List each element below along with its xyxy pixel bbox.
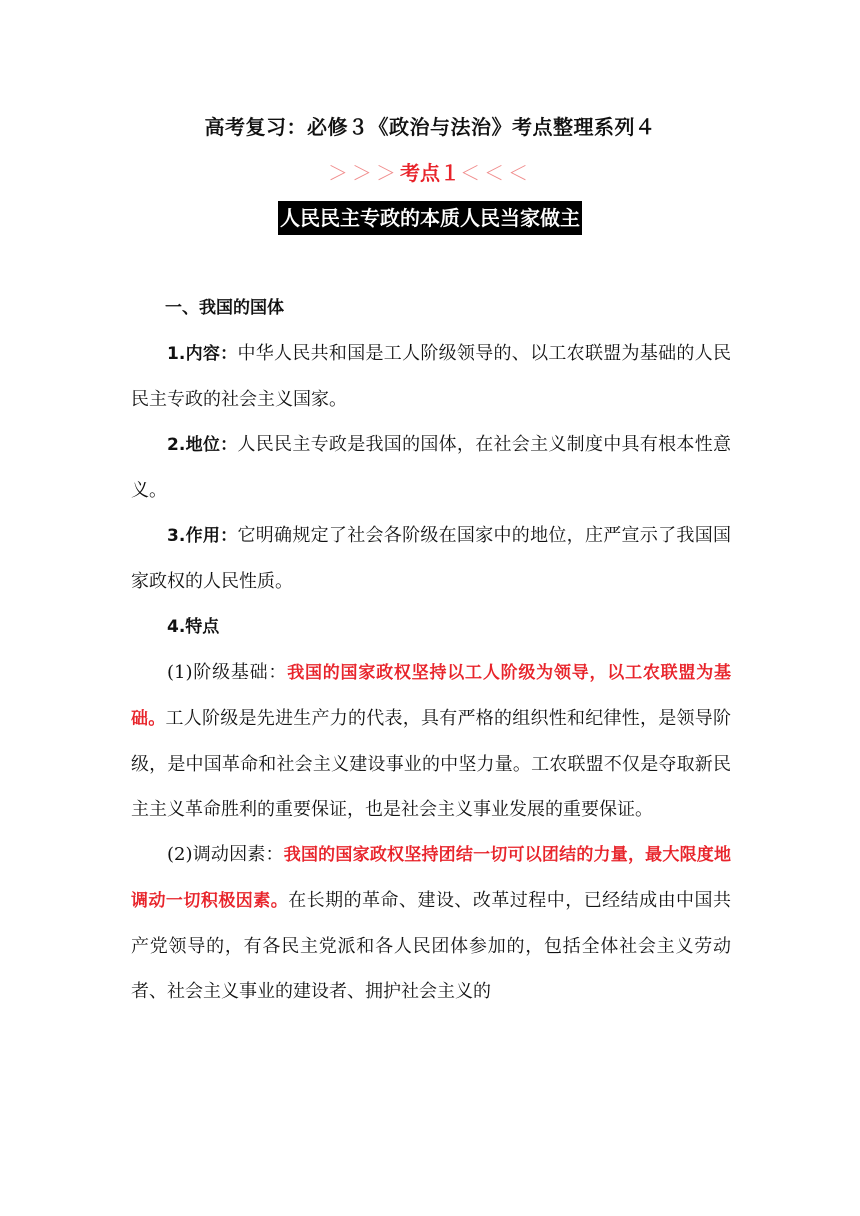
point-text: 在长期的革命、建设、改革过程中，已经结成由中国共产党领导的，有各民主党派和各人民团体参加的，包括全体社会主义劳动者、社会主义事业的建设者、拥护社会主义的	[131, 890, 731, 1002]
item-label: 1.内容：	[167, 344, 238, 364]
topic-banner	[0, 201, 860, 235]
paragraph-features-heading	[131, 604, 731, 650]
topic-title: 人民民主专政的本质人民当家做主	[278, 201, 582, 235]
paragraph-mobilizing-factors	[131, 832, 731, 1014]
highlight-text: 我国的国家政权坚持以工人阶级为领导，以工农联盟为基础。	[131, 663, 732, 729]
paragraph-content	[131, 331, 731, 422]
highlight-text: 我国的国家政权坚持团结一切可以团结的力量，最大限度地调动一切积极因素。	[131, 845, 732, 911]
item-label: 4.特点	[167, 617, 220, 637]
paragraph-class-basis	[131, 650, 731, 832]
body-content	[131, 286, 731, 1014]
right-arrows: ＜＜＜	[460, 161, 532, 185]
point-text: 工人阶级是先进生产力的代表，具有严格的组织性和纪律性，是领导阶级，是中国革命和社会主义建设事业的中坚力量。工农联盟不仅是夺取新民主主义革命胜利的重要保证，也是社会主义事业发展的重要保证。	[131, 708, 731, 820]
section-heading: 一、我国的国体	[165, 298, 284, 318]
point-label: (2)调动因素：	[167, 844, 284, 865]
exam-point-subtitle	[0, 158, 860, 188]
document-title: 高考复习：必修３《政治与法治》考点整理系列４	[204, 115, 656, 139]
paragraph-function	[131, 513, 731, 604]
item-text: 人民民主专政是我国的国体，在社会主义制度中具有根本性意义。	[131, 434, 731, 501]
item-label: 3.作用：	[167, 526, 238, 546]
left-arrows: ＞＞＞	[328, 161, 400, 185]
item-text: 中华人民共和国是工人阶级领导的、以工农联盟为基础的人民民主专政的社会主义国家。	[131, 343, 731, 410]
point-label: (1)阶级基础：	[167, 662, 288, 683]
item-text: 它明确规定了社会各阶级在国家中的地位，庄严宣示了我国国家政权的人民性质。	[131, 525, 731, 592]
exam-point-label: 考点１	[400, 161, 460, 185]
paragraph-status	[131, 422, 731, 513]
item-label: 2.地位：	[167, 435, 238, 455]
